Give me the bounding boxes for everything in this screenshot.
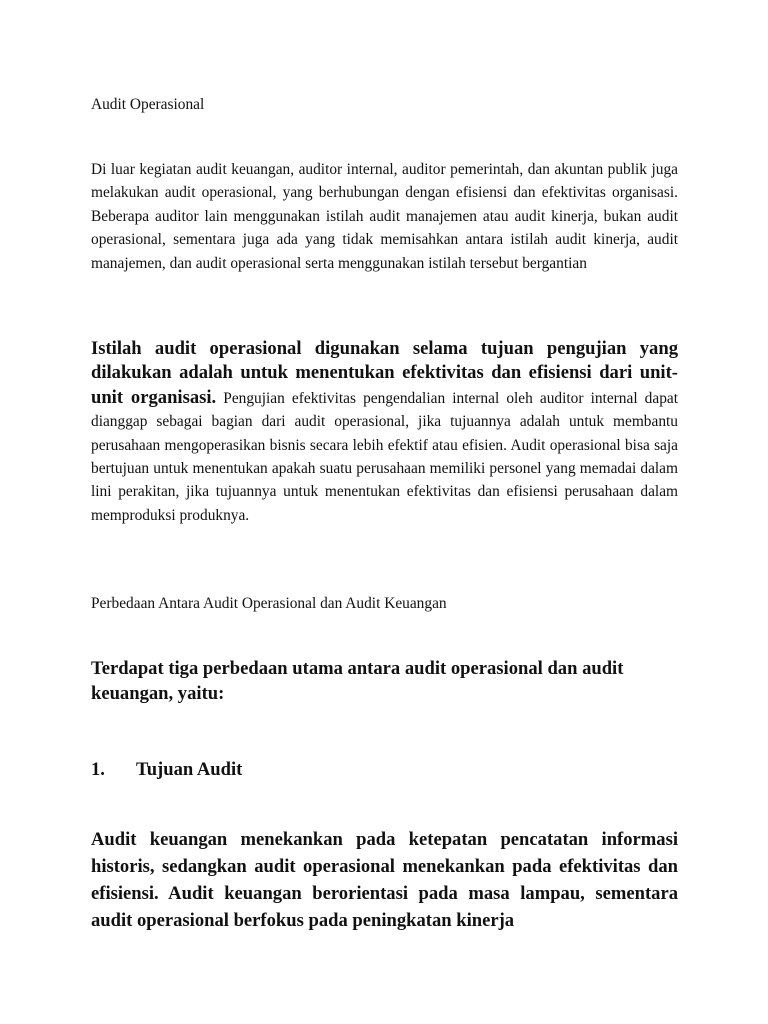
- list-item-number: 1.: [91, 759, 105, 780]
- paragraph-definition-body: Pengujian efektivitas pengendalian internal oleh auditor internal dapat dianggap sebagai bagian dari audit operasional, jika tujuannya adalah untuk membantu perusahaan mengoperasikan bisnis secara lebih efektif atau efisien. Audit operasional bisa saja bertujuan untuk menentukan apakah suatu perusahaan memiliki personel yang memadai dalam lini perakitan, jika tujuannya untuk menentukan efektivitas dan efisiensi perusahaan dalam memproduksi produknya.: [91, 389, 679, 524]
- paragraph-definition-lead: Istilah audit operasional digunakan selama tujuan pengujian yang dilakukan adalah untuk menentukan efektivitas dan efisiensi dari unit-unit organisasi.: [91, 338, 678, 408]
- differences-intro: Terdapat tiga perbedaan utama antara audit operasional dan audit keuangan, yaitu:: [91, 658, 624, 704]
- paragraph-audit-purpose: Audit keuangan menekankan pada ketepatan pencatatan informasi historis, sedangkan audit operasional menekankan pada efektivitas dan efisiensi. Audit keuangan berorientasi pada masa lampau, sementara audit operasional berfokus pada peningkatan kinerja: [91, 829, 678, 931]
- paragraph-definition: [91, 337, 678, 527]
- section-subheading: Perbedaan Antara Audit Operasional dan Audit Keuangan: [91, 595, 447, 612]
- document-title: Audit Operasional: [91, 96, 205, 113]
- list-item-label: Tujuan Audit: [136, 759, 243, 780]
- paragraph-intro: Di luar kegiatan audit keuangan, auditor internal, auditor pemerintah, dan akuntan publik juga melakukan audit operasional, yang berhubungan dengan efisiensi dan efektivitas organisasi. Beberapa auditor lain menggunakan istilah audit manajemen atau audit kinerja, bukan audit operasional, sementara juga ada yang tidak memisahkan antara istilah audit kinerja, audit manajemen, dan audit operasional serta menggunakan istilah tersebut bergantian: [91, 161, 678, 272]
- list-item: [91, 757, 678, 782]
